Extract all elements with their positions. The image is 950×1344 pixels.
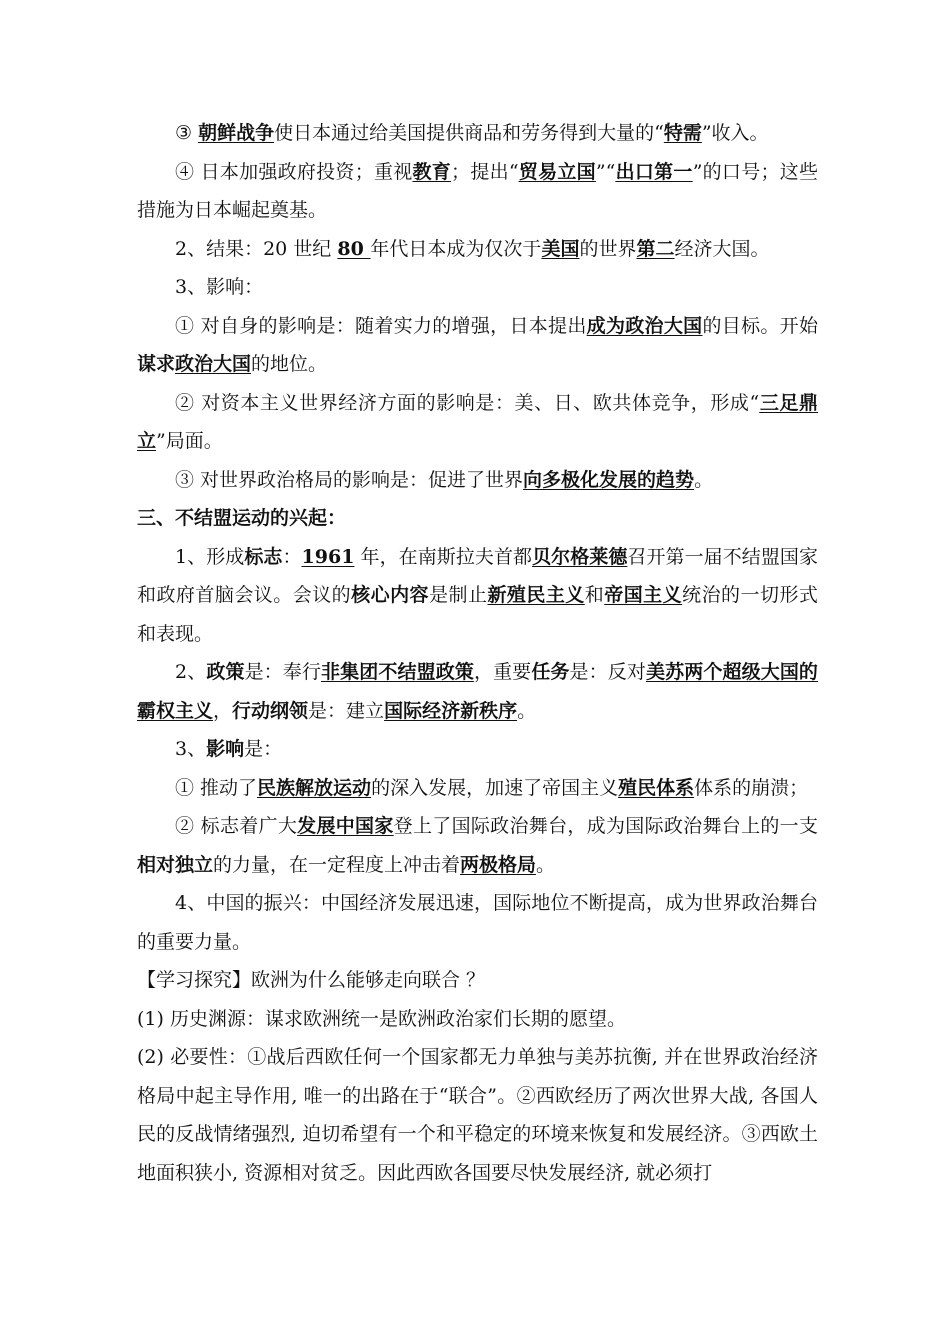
text-run: 3、 — [175, 738, 207, 760]
key-term: 贸易立国 — [518, 160, 596, 183]
key-term: 向多极化发展的趋势 — [523, 468, 695, 491]
paragraph — [137, 307, 818, 384]
key-term: 两极格局 — [460, 853, 537, 876]
key-term: 特需 — [663, 122, 702, 144]
text-run: 。 — [694, 468, 714, 491]
text-run: ② 标志着广大 — [175, 815, 298, 837]
text-run: 年，在南斯拉夫首都 — [354, 545, 533, 568]
key-term: 教育 — [412, 160, 452, 183]
paragraph — [137, 384, 818, 461]
text-run: ，重要 — [473, 661, 532, 683]
bold-text: 标志 — [244, 545, 283, 568]
bold-text: 任务 — [531, 661, 570, 683]
key-term: 殖民体系 — [618, 776, 695, 799]
paragraph — [137, 499, 818, 538]
bold-text: 核心内容 — [351, 584, 430, 606]
text-run: 是：建立 — [308, 699, 385, 722]
text-run: 3、影响： — [175, 276, 264, 298]
paragraph — [137, 1000, 818, 1039]
text-run: 经济大国。 — [674, 237, 770, 260]
paragraph — [137, 114, 818, 153]
text-run: 。 — [517, 699, 537, 722]
text-run: 使日本通过给美国提供商品和劳务得到大量的“ — [274, 122, 664, 144]
text-run: 2、 — [175, 661, 207, 683]
key-term: 帝国主义 — [604, 584, 683, 606]
bold-text: 相对独立 — [137, 853, 214, 876]
text-run: ， — [213, 699, 233, 722]
text-run: (1) 历史渊源：谋求欧洲统一是欧洲政治家们长期的愿望。 — [137, 1007, 626, 1030]
key-term: 三足鼎立 — [137, 391, 818, 452]
paragraph — [137, 1038, 818, 1192]
bold-text: 谋求 — [137, 353, 176, 375]
key-term: 民族解放运动 — [257, 776, 372, 799]
paragraph — [137, 884, 818, 961]
text-run: 是：反对 — [569, 661, 647, 683]
text-run: ① 推动了 — [175, 776, 258, 799]
text-run: 年代日本成为仅次于 — [370, 237, 542, 260]
key-term: 非集团不结盟政策 — [321, 661, 474, 683]
key-term: 第二 — [636, 237, 675, 260]
text-run: 的深入发展，加速了帝国主义 — [371, 776, 619, 799]
bold-text: 政策 — [206, 661, 245, 683]
text-run: 是： — [244, 738, 283, 760]
text-run: 。 — [536, 853, 556, 876]
key-term: 贝尔格莱德 — [532, 545, 628, 568]
bold-text: 影响 — [206, 738, 245, 760]
paragraph — [137, 538, 818, 654]
text-run: 召开第一届不结盟国家和政府首脑会议。会议的 — [137, 545, 818, 606]
key-term: 美苏两个超级大国的霸权主义 — [137, 661, 818, 722]
text-run: 是制止 — [429, 584, 488, 606]
text-run: ”局面。 — [156, 430, 223, 452]
paragraph — [137, 153, 818, 230]
paragraph — [137, 769, 818, 808]
text-run: ”的口号；这些措施为日本崛起奠基。 — [137, 160, 818, 221]
text-run: 统治的一切形式和表现。 — [137, 584, 818, 645]
text-run: ③ — [175, 122, 199, 144]
text-run: 【学习探究】欧洲为什么能够走向联合 ？ — [137, 969, 486, 991]
text-run: 的地位。 — [251, 353, 328, 375]
text-run: ① 对自身的影响是：随着实力的增强，日本提出 — [175, 314, 587, 337]
text-run: 登上了国际政治舞台，成为国际政治舞台上的一支 — [393, 815, 818, 837]
key-term: 80 — [337, 237, 371, 260]
text-run: 1、形成 — [175, 545, 245, 568]
paragraph — [137, 268, 818, 307]
paragraph — [137, 653, 818, 730]
key-term: 朝鲜战争 — [198, 122, 275, 144]
paragraph — [137, 230, 818, 269]
paragraph — [137, 961, 818, 1000]
key-term: 国际经济新秩序 — [384, 699, 518, 722]
text-run: 的力量，在一定程度上冲击着 — [213, 853, 461, 876]
paragraph — [137, 807, 818, 884]
text-run: ”“ — [595, 160, 616, 183]
text-run: ② 对资本主义世界经济方面的影响是：美、日、欧共体竞争，形成“ — [175, 391, 760, 414]
text-run: ③ 对世界政治格局的影响是：促进了世界 — [175, 468, 524, 491]
text-run: 4、中国的振兴：中国经济发展迅速，国际地位不断提高，成为世界政治舞台的重要力量。 — [137, 892, 818, 953]
text-run: 是：奉行 — [244, 661, 322, 683]
text-run: 2、结果：20 世纪 — [175, 237, 338, 260]
paragraph — [137, 461, 818, 500]
bold-text: 三、不结盟运动的兴起： — [137, 507, 347, 529]
text-run: 和 — [584, 584, 605, 606]
key-term: 新殖民主义 — [487, 584, 585, 606]
bold-text: 行动纲领 — [232, 699, 309, 722]
text-run: 的目标。开始 — [702, 314, 818, 337]
key-term: 1961 — [301, 545, 355, 568]
key-term: 成为政治大国 — [586, 314, 703, 337]
text-run: ： — [282, 545, 302, 568]
key-term: 出口第一 — [615, 160, 693, 183]
text-run: ”收入。 — [701, 122, 769, 144]
text-run: ；提出“ — [451, 160, 519, 183]
paragraph — [137, 730, 818, 769]
text-run: 体系的崩溃； — [694, 776, 809, 799]
text-run: 的世界 — [579, 237, 637, 260]
key-term: 发展中国家 — [297, 815, 394, 837]
key-term: 美国 — [541, 237, 580, 260]
text-run: (2) 必要性：①战后西欧任何一个国家都无力单独与美苏抗衡, 并在世界政治经济格局中起主导作用, 唯一的出路在于“联合”。②西欧经历了两次世界大战, 各国人民的反战情绪强烈, 迫切希望有一个和平稳定的环境来恢复和发展经济。③西欧土地面积狭小, 资源相对贫乏。因此西欧各国要尽快发展经济, 就必须打 — [137, 1046, 818, 1184]
key-term: 政治大国 — [175, 353, 252, 375]
text-run: ④ 日本加强政府投资；重视 — [175, 160, 413, 183]
document-body — [137, 114, 818, 1192]
